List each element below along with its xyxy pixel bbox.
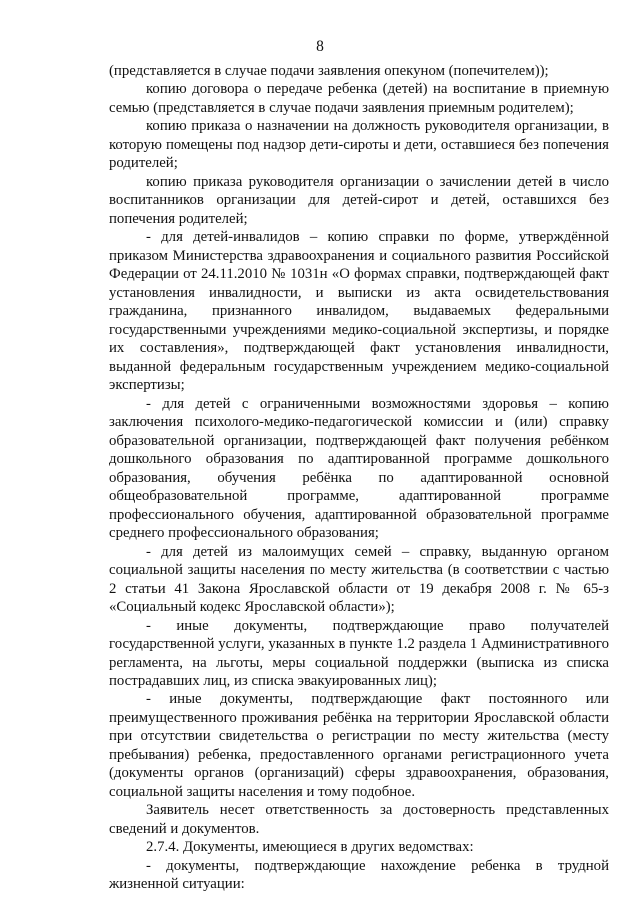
paragraph: - для детей из малоимущих семей – справку, выданную органом социальной защиты населения по месту жительства (в соответствии с частью 2 статьи 41 Закона Ярославской области от 19 декабря 2008 г. № 65-з «Социальный кодекс Ярославской области»);: [109, 543, 609, 616]
document-body: [109, 62, 609, 894]
paragraph: копию приказа о назначении на должность руководителя организации, в которую помещены под надзор дети-сироты и дети, оставшиеся без попечения родителей;: [109, 118, 609, 172]
paragraph: Заявитель несет ответственность за достоверность представленных сведений и документов.: [109, 802, 609, 837]
paragraph: копию приказа руководителя организации о зачислении детей в число воспитанников организации для детей-сирот и детей, оставшихся без попечения родителей;: [109, 173, 609, 227]
paragraph: - для детей с ограниченными возможностями здоровья – копию заключения психолого-медико-педагогической комиссии и (или) справку образовательной организации, подтверждающей факт получения ребёнком дошкольного образования по адаптированной программе дошкольного образования, обучения ребёнка по адаптированной основной общеобразовательной программе, адаптированной программе профессионального обучения, адаптированной образовательной программе среднего профессионального образования;: [109, 395, 609, 542]
paragraph: копию договора о передаче ребенка (детей) на воспитание в приемную семью (представляется в случае подачи заявления приемным родителем);: [109, 81, 609, 116]
paragraph: (представляется в случае подачи заявления опекуном (попечителем));: [109, 63, 549, 79]
paragraph: - документы, подтверждающие нахождение ребенка в трудной жизненной ситуации:: [109, 857, 609, 893]
paragraph: - иные документы, подтверждающие право получателей государственной услуги, указанных в пункте 1.2 раздела 1 Административного регламента, на льготы, меры социальной поддержки (выписка из списка пострадавших лиц, из списка эвакуированных лиц);: [109, 617, 609, 689]
paragraph: - иные документы, подтверждающие факт постоянного или преимущественного проживания ребёнка на территории Ярославской области при отсутствии свидетельства о регистрации по месту жительства (месту пребывания) ребенка, предоставленного органами регистрационного учета (документы органов (организаций) сферы здравоохранения, образования, социальной защиты населения и тому подобное.: [109, 691, 609, 800]
paragraph: - для детей-инвалидов – копию справки по форме, утверждённой приказом Министерства здравоохранения и социального развития Российской Федерации от 24.11.2010 № 1031н «О формах справки, подтверждающей факт установления инвалидности, и выписки из акта освидетельствования гражданина, признанного инвалидом, выдаваемых федеральными государственными учреждениями медико-социальной экспертизы, и порядке их составления», подтверждающей факт установления инвалидности, выданной федеральным государственным учреждением медико-социальной экспертизы;: [109, 229, 609, 394]
page-number: 8: [316, 38, 324, 55]
paragraph: 2.7.4. Документы, имеющиеся в других ведомствах:: [146, 839, 474, 856]
